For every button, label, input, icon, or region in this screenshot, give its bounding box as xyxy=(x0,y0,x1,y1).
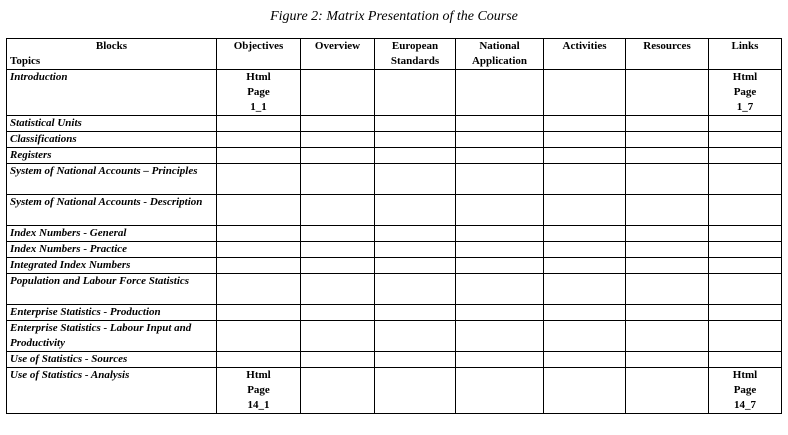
figure-caption: Figure 2: Matrix Presentation of the Course xyxy=(270,9,518,24)
activities-cell xyxy=(544,258,626,274)
html-page-link-text: Html xyxy=(732,369,758,381)
resources-cell xyxy=(626,195,709,226)
national-cell xyxy=(456,258,544,274)
national-cell xyxy=(456,242,544,258)
html-page-link-text: Page xyxy=(247,384,270,396)
national-application-header: National Application xyxy=(456,39,544,70)
activities-cell xyxy=(544,226,626,242)
blocks-topics-header xyxy=(7,39,217,70)
links-cell xyxy=(709,321,782,352)
objectives-cell xyxy=(217,226,301,242)
links-cell xyxy=(709,305,782,321)
activities-cell xyxy=(544,132,626,148)
national-cell xyxy=(456,352,544,368)
objectives-cell xyxy=(217,242,301,258)
overview-cell xyxy=(301,70,375,116)
european-cell xyxy=(375,164,456,195)
table-row xyxy=(7,164,782,195)
overview-cell xyxy=(301,321,375,352)
activities-cell xyxy=(544,70,626,116)
table-row xyxy=(7,258,782,274)
overview-cell xyxy=(301,352,375,368)
header-row xyxy=(7,39,782,70)
topic-cell: Introduction xyxy=(7,70,217,116)
overview-cell xyxy=(301,368,375,414)
objectives-cell xyxy=(217,274,301,305)
overview-cell xyxy=(301,242,375,258)
table-row xyxy=(7,274,782,305)
overview-cell xyxy=(301,164,375,195)
european-cell xyxy=(375,274,456,305)
html-page-link-text: 1_1 xyxy=(250,101,267,113)
html-page-link-text: 14_1 xyxy=(247,399,270,411)
activities-cell xyxy=(544,164,626,195)
objectives-cell xyxy=(217,321,301,352)
objectives-cell[interactable] xyxy=(217,368,301,414)
resources-cell xyxy=(626,321,709,352)
links-cell xyxy=(709,242,782,258)
objectives-cell xyxy=(217,116,301,132)
overview-cell xyxy=(301,132,375,148)
table-row xyxy=(7,116,782,132)
html-page-link-text: Page xyxy=(733,384,757,396)
links-cell xyxy=(709,226,782,242)
objectives-cell xyxy=(217,195,301,226)
blocks-label: Blocks xyxy=(95,40,128,52)
links-cell xyxy=(709,352,782,368)
topics-label: Topics xyxy=(10,55,41,67)
objectives-header: Objectives xyxy=(217,39,301,70)
html-page-link-text: Page xyxy=(247,86,270,98)
topic-cell: Use of Statistics - Sources xyxy=(7,352,217,368)
topic-cell: Index Numbers - General xyxy=(7,226,217,242)
objectives-cell xyxy=(217,258,301,274)
national-cell xyxy=(456,164,544,195)
european-cell xyxy=(375,242,456,258)
activities-header: Activities xyxy=(544,39,626,70)
overview-cell xyxy=(301,116,375,132)
links-cell xyxy=(709,274,782,305)
national-cell xyxy=(456,116,544,132)
resources-cell xyxy=(626,368,709,414)
european-cell xyxy=(375,305,456,321)
links-header: Links xyxy=(709,39,782,70)
topic-cell: Registers xyxy=(7,148,217,164)
objectives-cell xyxy=(217,305,301,321)
links-cell xyxy=(709,195,782,226)
table-row xyxy=(7,321,782,352)
activities-cell xyxy=(544,321,626,352)
national-cell xyxy=(456,305,544,321)
european-cell xyxy=(375,195,456,226)
objectives-cell xyxy=(217,132,301,148)
links-cell xyxy=(709,164,782,195)
national-cell xyxy=(456,132,544,148)
table-row xyxy=(7,368,782,414)
resources-cell xyxy=(626,352,709,368)
html-page-link-text: Html xyxy=(246,71,271,83)
activities-cell xyxy=(544,148,626,164)
national-cell xyxy=(456,321,544,352)
objectives-cell xyxy=(217,164,301,195)
european-cell xyxy=(375,132,456,148)
national-cell xyxy=(456,368,544,414)
resources-cell xyxy=(626,148,709,164)
objectives-cell[interactable] xyxy=(217,70,301,116)
table-row xyxy=(7,195,782,226)
table-row xyxy=(7,352,782,368)
national-cell xyxy=(456,70,544,116)
overview-cell xyxy=(301,226,375,242)
topic-cell: Enterprise Statistics - Labour Input and Productivity xyxy=(7,321,217,352)
european-cell xyxy=(375,116,456,132)
resources-cell xyxy=(626,70,709,116)
topic-cell: Population and Labour Force Statistics xyxy=(7,274,217,305)
table-row xyxy=(7,70,782,116)
table-row xyxy=(7,305,782,321)
resources-cell xyxy=(626,132,709,148)
topic-cell: Classifications xyxy=(7,132,217,148)
overview-cell xyxy=(301,148,375,164)
topic-cell: Index Numbers - Practice xyxy=(7,242,217,258)
activities-cell xyxy=(544,352,626,368)
european-cell xyxy=(375,70,456,116)
objectives-cell xyxy=(217,352,301,368)
topic-cell: Integrated Index Numbers xyxy=(7,258,217,274)
html-page-link-text: Html xyxy=(246,369,271,381)
activities-cell xyxy=(544,195,626,226)
resources-cell xyxy=(626,258,709,274)
activities-cell xyxy=(544,242,626,258)
european-cell xyxy=(375,148,456,164)
resources-cell xyxy=(626,116,709,132)
national-cell xyxy=(456,148,544,164)
links-cell[interactable] xyxy=(709,368,782,414)
resources-cell xyxy=(626,274,709,305)
resources-cell xyxy=(626,305,709,321)
table-row xyxy=(7,148,782,164)
overview-cell xyxy=(301,258,375,274)
table-row xyxy=(7,132,782,148)
resources-cell xyxy=(626,226,709,242)
table-row xyxy=(7,226,782,242)
links-cell xyxy=(709,132,782,148)
overview-cell xyxy=(301,274,375,305)
national-cell xyxy=(456,274,544,305)
european-cell xyxy=(375,352,456,368)
topic-cell: System of National Accounts – Principles xyxy=(7,164,217,195)
activities-cell xyxy=(544,274,626,305)
overview-cell xyxy=(301,305,375,321)
topic-cell: Statistical Units xyxy=(7,116,217,132)
topic-cell: Enterprise Statistics - Production xyxy=(7,305,217,321)
european-cell xyxy=(375,258,456,274)
national-cell xyxy=(456,195,544,226)
overview-header: Overview xyxy=(301,39,375,70)
links-cell xyxy=(709,148,782,164)
objectives-cell xyxy=(217,148,301,164)
html-page-link-text: Page xyxy=(733,86,757,98)
resources-header: Resources xyxy=(626,39,709,70)
activities-cell xyxy=(544,305,626,321)
topic-cell: Use of Statistics - Analysis xyxy=(7,368,217,414)
european-cell xyxy=(375,368,456,414)
links-cell xyxy=(709,258,782,274)
european-cell xyxy=(375,321,456,352)
overview-cell xyxy=(301,195,375,226)
national-cell xyxy=(456,226,544,242)
links-cell[interactable] xyxy=(709,70,782,116)
course-matrix-table xyxy=(6,38,782,414)
resources-cell xyxy=(626,242,709,258)
topic-cell: System of National Accounts - Description xyxy=(7,195,217,226)
european-cell xyxy=(375,226,456,242)
links-cell xyxy=(709,116,782,132)
table-row xyxy=(7,242,782,258)
european-standards-header: European Standards xyxy=(375,39,456,70)
html-page-link-text: Html xyxy=(732,71,758,83)
activities-cell xyxy=(544,368,626,414)
html-page-link-text: 14_7 xyxy=(734,399,756,411)
html-page-link-text: 1_7 xyxy=(736,101,754,113)
resources-cell xyxy=(626,164,709,195)
activities-cell xyxy=(544,116,626,132)
